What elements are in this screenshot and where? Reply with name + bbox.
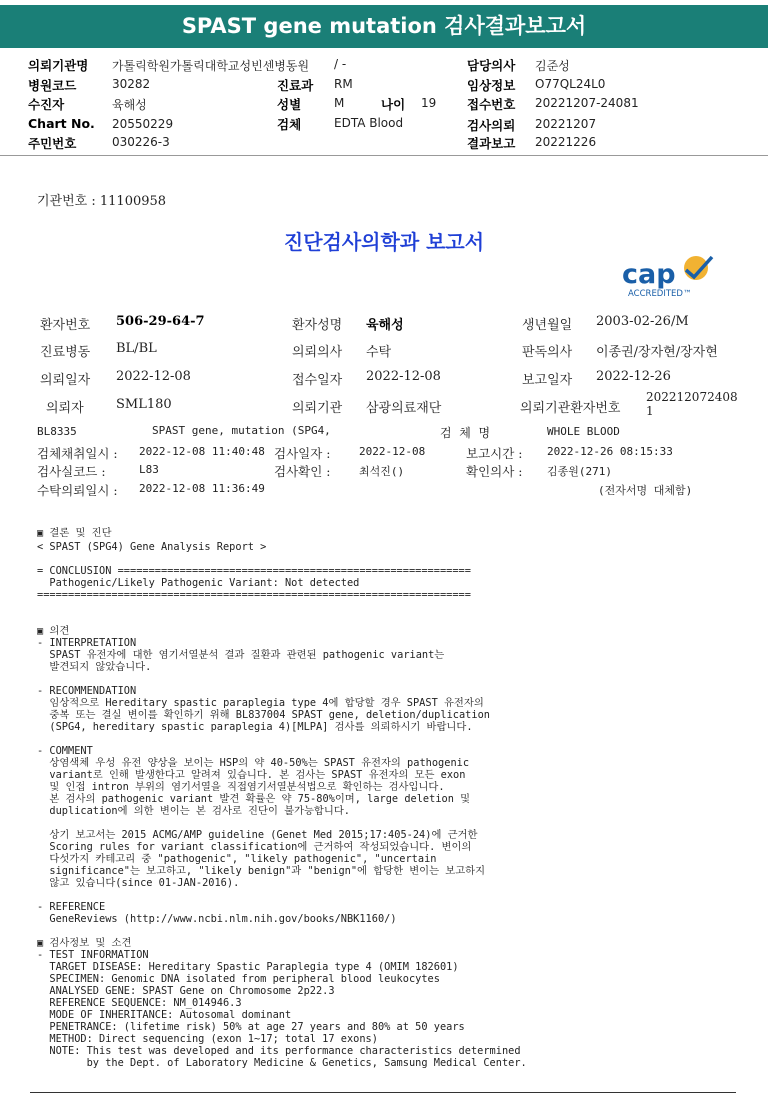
header-value-request-date: 20221207 <box>535 117 597 131</box>
header-label-clinical-info: 임상정보 <box>467 78 516 93</box>
label-patient-no: 환자번호 <box>40 318 91 333</box>
label-test-date: 검사일자 : <box>274 446 331 461</box>
report-body-line: Pathogenic/Likely Pathogenic Variant: Not detected <box>37 577 360 589</box>
label-ward: 진료병동 <box>40 345 91 360</box>
value-institution-patient-no: 202212072408 <box>646 390 738 404</box>
institution-number: 기관번호 : 11100958 <box>37 194 167 209</box>
value-request-date: 2022-12-08 <box>116 369 191 384</box>
header-label-age: 나이 <box>381 97 406 112</box>
header-value-sex: M <box>334 96 345 110</box>
value-lab-code: L83 <box>139 463 159 476</box>
label-institution-patient-no: 의뢰기관환자번호 <box>520 401 621 416</box>
header-label-chart-no: Chart No. <box>28 116 95 131</box>
report-body-line: significance"는 보고하고, "likely benign"과 "benign"에 합당한 변이는 보고하지 <box>37 865 486 877</box>
label-collection-time: 검체채취일시 : <box>37 446 118 461</box>
report-body-line: PENETRANCE: (lifetime risk) 50% at age 27 years and 80% at 50 years <box>37 1021 465 1033</box>
header-value-institution: 가톨릭학원가톨릭대학교성빈센병동원 <box>112 59 310 73</box>
header-value-patient: 육해성 <box>112 98 147 112</box>
header-value-clinical-info: O77QL24L0 <box>535 77 606 91</box>
label-referring-doctor: 의뢰의사 <box>292 345 343 360</box>
value-requesting-institution: 삼광의료재단 <box>366 401 442 416</box>
label-birthdate: 생년월일 <box>522 318 573 333</box>
header-value-resident-no: 030226-3 <box>112 135 170 149</box>
report-heading: 진단검사의학과 보고서 <box>283 230 485 254</box>
header-label-hospital-code: 병원코드 <box>28 78 77 93</box>
label-report-time: 보고시간 : <box>466 446 523 461</box>
report-body-line: - REFERENCE <box>37 901 106 913</box>
report-body-line: by the Dept. of Laboratory Medicine & Genetics, Samsung Medical Center. <box>37 1057 527 1069</box>
header-label-patient: 수진자 <box>28 97 65 112</box>
report-body-line: 본 검사의 pathogenic variant 발견 확률은 약 75-80%이며, large deletion 및 <box>37 793 471 805</box>
label-requesting-institution: 의뢰기관 <box>292 401 343 416</box>
header-value-doctor: 김준성 <box>535 59 570 73</box>
report-body-line: SPAST 유전자에 대한 염기서열분석 결과 질환과 관련된 pathogenic variant는 <box>37 649 445 661</box>
header-divider <box>0 155 768 156</box>
report-body-line: SPECIMEN: Genomic DNA isolated from peripheral blood leukocytes <box>37 973 440 985</box>
report-body-line: (SPG4, hereditary spastic paraplegia 4)[MLPA] 검사를 의뢰하시기 바랍니다. <box>37 721 473 733</box>
header-value-chart-no: 20550229 <box>112 117 174 131</box>
label-confirm-doctor: 확인의사 : <box>466 464 523 479</box>
value-test-confirm: 최석진() <box>359 465 405 478</box>
label-reading-doctor: 판독의사 <box>522 345 573 360</box>
header-label-receipt-no: 접수번호 <box>467 97 516 112</box>
label-test-confirm: 검사확인 : <box>274 464 331 479</box>
report-body-line: - TEST INFORMATION <box>37 949 149 961</box>
report-body-line: REFERENCE SEQUENCE: NM_014946.3 <box>37 997 242 1009</box>
report-body-line: Scoring rules for variant classification에 근거하여 작성되었습니다. 변이의 <box>37 841 472 853</box>
report-body-line: duplication에 의한 변이는 본 검사로 진단이 불가능합니다. <box>37 805 350 817</box>
report-body-line: - RECOMMENDATION <box>37 685 137 697</box>
value-report-time: 2022-12-26 08:15:33 <box>547 445 673 458</box>
value-birthdate: 2003-02-26/M <box>596 314 689 329</box>
value-patient-name: 육해성 <box>366 318 404 333</box>
report-body-line: GeneReviews (http://www.ncbi.nlm.nih.gov/books/NBK1160/) <box>37 913 397 925</box>
label-report-date: 보고일자 <box>522 373 573 388</box>
value-report-date: 2022-12-26 <box>596 369 671 384</box>
report-body-line: - COMMENT <box>37 745 93 757</box>
header-label-institution: 의뢰기관명 <box>28 58 89 73</box>
report-body-line: ====================================================================== <box>37 589 471 601</box>
report-body-line: ANALYSED GENE: SPAST Gene on Chromosome 2p22.3 <box>37 985 335 997</box>
value-commission-time: 2022-12-08 11:36:49 <box>139 482 265 495</box>
report-body-line: 임상적으로 Hereditary spastic paraplegia type 4에 합당할 경우 SPAST 유전자의 <box>37 697 484 709</box>
report-body-line: 중복 또는 결실 변이를 확인하기 위해 BL837004 SPAST gene, deletion/duplication <box>37 709 490 721</box>
report-body-line: ▣ 결론 및 진단 <box>37 527 112 539</box>
header-label-department: 진료과 <box>277 78 314 93</box>
report-body-line: NOTE: This test was developed and its performance characteristics determined <box>37 1045 521 1057</box>
header-label-sex: 성별 <box>277 97 302 112</box>
label-receipt-date: 접수일자 <box>292 373 343 388</box>
value-institution-patient-no-suffix: 1 <box>646 404 654 418</box>
value-patient-no: 506-29-64-7 <box>116 314 205 329</box>
test-code: BL8335 <box>37 425 77 438</box>
value-collection-time: 2022-12-08 11:40:48 <box>139 445 265 458</box>
header-label-result-date: 결과보고 <box>467 136 516 151</box>
report-body-line: 다섯가지 카테고리 중 "pathogenic", "likely pathogenic", "uncertain <box>37 853 437 865</box>
report-body-line: ▣ 검사정보 및 소견 <box>37 937 132 949</box>
test-name: SPAST gene, mutation (SPG4, <box>152 424 331 437</box>
value-referring-doctor: 수탁 <box>366 345 392 360</box>
report-body-line: - INTERPRETATION <box>37 637 137 649</box>
header-value-department: RM <box>334 77 353 91</box>
report-body-line: variant로 인해 발생한다고 알려져 있습니다. 본 검사는 SPAST 유전자의 모든 exon <box>37 769 466 781</box>
specimen-name-value: WHOLE BLOOD <box>547 425 620 438</box>
header-value-result-date: 20221226 <box>535 135 597 149</box>
value-receipt-date: 2022-12-08 <box>366 369 441 384</box>
label-request-date: 의뢰일자 <box>40 373 91 388</box>
value-requester: SML180 <box>116 397 172 412</box>
header-label-doctor: 담당의사 <box>467 58 516 73</box>
cap-accredited-logo <box>610 234 710 299</box>
header-label-request-date: 검사의뢰 <box>467 118 516 133</box>
value-confirm-doctor: 김종원(271) <box>547 465 612 478</box>
value-ward: BL/BL <box>116 341 157 356</box>
value-reading-doctor: 이종권/장자현/장자현 <box>596 345 718 360</box>
header-value-ward: / - <box>334 57 347 71</box>
header-value-receipt-no: 20221207-24081 <box>535 96 639 110</box>
electronic-signature-note: (전자서명 대체함) <box>598 484 693 497</box>
svg-text:ACCREDITED™: ACCREDITED™ <box>628 289 692 299</box>
page-title: SPAST gene mutation 검사결과보고서 <box>181 14 587 38</box>
bottom-rule <box>30 1092 736 1093</box>
report-body-line: MODE OF INHERITANCE: Autosomal dominant <box>37 1009 292 1021</box>
report-body-line: TARGET DISEASE: Hereditary Spastic Paraplegia type 4 (OMIM 182601) <box>37 961 459 973</box>
svg-text:cap: cap <box>622 259 676 290</box>
header-value-age: 19 <box>421 96 437 110</box>
header-label-resident-no: 주민번호 <box>28 136 77 151</box>
report-body-line: = CONCLUSION ========================================================= <box>37 565 471 577</box>
header-value-specimen: EDTA Blood <box>334 116 404 130</box>
report-body-line: 상기 보고서는 2015 ACMG/AMP guideline (Genet Med 2015;17:405-24)에 근거한 <box>37 829 478 841</box>
label-commission-time: 수탁의뢰일시 : <box>37 483 118 498</box>
report-body-line: METHOD: Direct sequencing (exon 1~17; total 17 exons) <box>37 1033 378 1045</box>
header-value-hospital-code: 30282 <box>112 77 151 91</box>
report-body-line: 상염색체 우성 유전 양상을 보이는 HSP의 약 40-50%는 SPAST 유전자의 pathogenic <box>37 757 470 769</box>
report-body-line: ▣ 의견 <box>37 625 70 637</box>
value-test-date: 2022-12-08 <box>359 445 426 458</box>
label-patient-name: 환자성명 <box>292 318 343 333</box>
report-body-line: 및 인접 intron 부위의 염기서열을 직접염기서열분석법으로 확인하는 검사입니다. <box>37 781 445 793</box>
report-body-line: 발견되지 않았습니다. <box>37 661 152 673</box>
header-label-specimen: 검체 <box>277 117 302 132</box>
report-body-line: < SPAST (SPG4) Gene Analysis Report > <box>37 541 267 553</box>
report-body-line: 않고 있습니다(since 01-JAN-2016). <box>37 877 240 889</box>
label-lab-code: 검사실코드 : <box>37 464 106 479</box>
label-requester: 의뢰자 <box>46 401 84 416</box>
specimen-name-label: 검 체 명 <box>440 426 491 440</box>
